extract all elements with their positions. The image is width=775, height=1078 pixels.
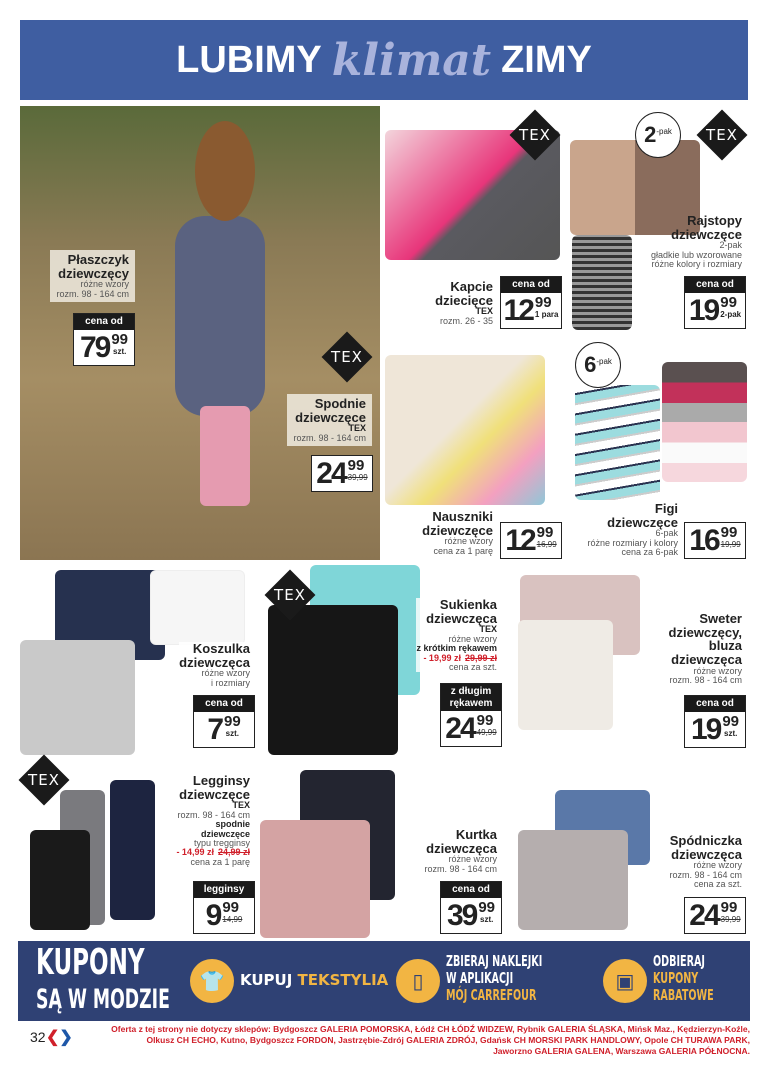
product-detail: gładkie lub wzorowane xyxy=(650,249,742,260)
child-head-image xyxy=(195,121,255,221)
product-name: Legginsy xyxy=(192,773,250,788)
pink-jacket-image xyxy=(260,820,370,938)
price-cents: 99 xyxy=(722,712,740,730)
product-detail: różne wzory xyxy=(80,279,129,290)
grey-shirt-image xyxy=(20,640,135,755)
product-name: Koszulka xyxy=(192,641,250,656)
product-dress-desc xyxy=(416,598,497,672)
price-header: cena od xyxy=(441,882,501,898)
price-header: cena od xyxy=(74,314,134,330)
page-number: 32 xyxy=(30,1029,46,1045)
product-brand: TEX xyxy=(348,423,366,434)
price-unit: szt. xyxy=(480,914,494,924)
variant-price: - 14,99 zł xyxy=(176,847,214,858)
old-price: 39,99 xyxy=(347,473,368,482)
cream-sweatshirt-image xyxy=(518,620,613,730)
header-word-2: ZIMY xyxy=(501,38,592,81)
carrefour-logo-icon: ❮❯ xyxy=(46,1029,73,1046)
price-header: cena od xyxy=(194,696,254,712)
product-detail: cena za szt. xyxy=(693,879,742,890)
product-tights-desc xyxy=(651,214,742,270)
white-shirt-image xyxy=(150,570,245,645)
price-unit: szt. xyxy=(113,346,127,356)
phone-icon: ▯ xyxy=(396,959,440,1003)
product-name: Sweter xyxy=(699,611,742,626)
header-word-1: LUBIMY xyxy=(176,38,322,81)
price-integer: 39 xyxy=(446,898,477,932)
price-tag-sweater xyxy=(684,695,746,748)
product-name: dziewczęcy xyxy=(58,265,129,281)
product-slippers-desc xyxy=(435,280,493,326)
product-name: dziewczęcy, xyxy=(668,624,742,640)
briefs-stack-image xyxy=(662,362,747,482)
product-leggings-desc xyxy=(176,774,250,867)
coat-image xyxy=(175,216,265,416)
price-tag-skirt xyxy=(684,897,746,934)
price-unit: szt. xyxy=(724,728,738,738)
product-name: dziewczęce xyxy=(671,226,742,242)
price-cents: 99 xyxy=(222,898,240,916)
price-tag-earmuffs xyxy=(500,522,562,559)
pink-pants-image xyxy=(200,406,250,506)
product-detail: rozm. 98 - 164 cm xyxy=(669,675,742,685)
store-exclusion-note: Oferta z tej strony nie dotyczy sklepów: Bydgoszcz GALERIA POMORSKA, Łódź CH ŁÓDŹ WIDZEW, Rybnik GALERIA ŚLĄSKA, Mińsk Maz., Kędzierzyn-Koźle, Olkusz CH ECHO, Kutno, Bydgoszcz FORDON, Jastrzębie-Zdrój GALERIA ZDRÓJ, Gdańsk CH MORSKI PARK HANDLOWY, Opole CH TURAWA PARK, Jaworzno GALERIA GALENA, Warszawa GALERIA PÓŁNOCNA. xyxy=(111,1024,750,1056)
product-name: Spódniczka xyxy=(669,833,742,848)
product-detail: cena za 1 parę xyxy=(190,856,250,867)
tex-badge: TEX xyxy=(697,110,748,161)
price-cents: 99 xyxy=(536,524,554,541)
product-brand: TEX xyxy=(232,800,250,811)
price-cents: 99 xyxy=(720,293,737,311)
product-name: Rajstopy xyxy=(687,213,742,228)
tulle-skirt-image xyxy=(518,830,628,930)
briefs-image xyxy=(575,385,660,500)
tex-badge: TEX xyxy=(265,570,316,621)
product-detail: 6-pak xyxy=(655,528,678,539)
earmuffs-image xyxy=(385,355,545,505)
price-tag-leggings xyxy=(193,881,255,934)
old-price: 14,99 xyxy=(222,914,243,924)
product-name: dziewczęce xyxy=(422,522,493,538)
old-price: 19,99 xyxy=(720,540,741,549)
product-detail: różne rozmiary i kolory xyxy=(587,537,678,548)
product-detail: rozm. 98 - 164 cm xyxy=(424,863,497,874)
price-tag-briefs xyxy=(684,522,746,559)
price-cents: 99 xyxy=(478,898,496,916)
product-detail: 2-pak xyxy=(719,240,742,251)
tshirt-icon: 👕 xyxy=(190,959,234,1003)
price-tag-dress xyxy=(440,683,502,747)
product-detail: cena za 6-pak xyxy=(621,547,678,558)
variant-old-price: 24,99 zł xyxy=(217,847,250,858)
banner-title: KUPONY xyxy=(36,942,145,983)
price-integer: 9 xyxy=(205,898,221,932)
product-name: dziewczęca xyxy=(426,840,497,856)
product-detail: różne wzory xyxy=(693,665,742,676)
price-cents: 99 xyxy=(111,330,129,348)
tex-badge: TEX xyxy=(19,755,70,806)
price-cents: 99 xyxy=(534,293,552,311)
product-detail: rozm. 98 - 164 cm xyxy=(293,432,366,443)
product-detail: rozm. 98 - 164 cm xyxy=(669,869,742,880)
price-header: cena od xyxy=(501,277,561,293)
banner-step-3-highlight: RABATOWE xyxy=(653,986,714,1004)
product-name: Kurtka xyxy=(455,827,497,842)
price-tag-slippers xyxy=(500,276,562,329)
old-price: 16,99 xyxy=(536,540,557,549)
variant-old-price: 29,99 zł xyxy=(464,652,497,663)
product-detail: rozm. 98 - 164 cm xyxy=(177,809,250,820)
product-jacket-desc xyxy=(424,828,497,874)
product-detail: i rozmiary xyxy=(210,677,250,688)
price-integer: 12 xyxy=(505,524,535,557)
product-brand: TEX xyxy=(479,624,497,635)
product-name: dziewczęce xyxy=(295,409,366,425)
two-pack-badge: 2 -pak xyxy=(635,112,681,158)
price-integer: 24 xyxy=(316,457,346,490)
banner-step-1: KUPUJ xyxy=(240,971,293,989)
product-briefs-desc xyxy=(587,502,678,558)
navy-leggings-image xyxy=(110,780,155,920)
product-name: Spodnie xyxy=(314,396,366,411)
product-subname: spodnie xyxy=(215,819,250,830)
banner-subtitle: SĄ W MODZIE xyxy=(36,984,170,1015)
old-price: 49,99 xyxy=(476,728,497,737)
product-detail: różne wzory xyxy=(201,668,250,679)
coupons-banner xyxy=(18,941,750,1021)
price-tag-tshirt xyxy=(193,695,255,748)
product-name: Kapcie xyxy=(450,279,493,294)
price-integer: 24 xyxy=(689,899,719,932)
product-name: dziewczęca xyxy=(671,651,742,667)
price-cents: 99 xyxy=(720,899,738,916)
product-detail: różne wzory xyxy=(693,860,742,871)
product-detail: typu tregginsy xyxy=(193,838,250,849)
product-detail: różne wzory xyxy=(448,633,497,644)
price-unit: 1 para xyxy=(534,309,559,319)
banner-step-2: ZBIERAJ NAKLEJKI xyxy=(446,952,543,970)
six-pack-badge: 6 -pak xyxy=(575,342,621,388)
product-detail: różne wzory xyxy=(444,536,493,547)
banner-step-2: W APLIKACJI xyxy=(446,969,514,987)
price-cents: 99 xyxy=(224,712,241,730)
product-name: dziewczęce xyxy=(607,514,678,530)
price-integer: 19 xyxy=(688,293,719,327)
old-price: 39,99 xyxy=(720,915,741,924)
page-header xyxy=(20,20,748,100)
banner-step-1-highlight: TEKSTYLIA xyxy=(297,971,389,989)
price-header: legginsy xyxy=(194,882,254,898)
product-sweater-desc xyxy=(669,612,742,685)
price-header: cena od xyxy=(685,696,745,712)
price-unit: 2-pak xyxy=(720,309,742,319)
price-cents: 99 xyxy=(347,457,365,474)
product-variant: z krótkim rękawem xyxy=(416,643,497,654)
product-name: dziewczęca xyxy=(671,846,742,862)
tex-badge: TEX xyxy=(322,332,373,383)
price-integer: 19 xyxy=(690,712,721,746)
product-earmuffs-desc xyxy=(422,510,493,556)
price-cents: 99 xyxy=(476,712,494,729)
product-coat-desc xyxy=(50,250,135,302)
product-name: Figi xyxy=(654,501,678,516)
tights-pack-image xyxy=(572,235,632,330)
product-pants-desc xyxy=(287,394,372,446)
price-integer: 24 xyxy=(445,712,475,745)
header-script-word: klimat xyxy=(331,34,492,86)
product-name: Płaszczyk xyxy=(67,252,129,267)
banner-step-3-highlight: KUPONY xyxy=(653,969,699,987)
price-unit: szt. xyxy=(225,728,240,738)
product-detail: rozm. 26 - 35 xyxy=(439,315,493,326)
product-name: dziecięce xyxy=(435,292,493,308)
wallet-icon: ▣ xyxy=(603,959,647,1003)
product-name: dziewczęca xyxy=(179,654,250,670)
product-name: Nauszniki xyxy=(432,509,493,524)
price-tag-tights xyxy=(684,276,746,329)
price-tag-jacket xyxy=(440,881,502,934)
variant-price: - 19,99 zł xyxy=(423,652,461,663)
product-detail: różne kolory i rozmiary xyxy=(651,259,742,270)
product-name: Sukienka xyxy=(439,597,497,612)
product-detail: rozm. 98 - 164 cm xyxy=(56,288,129,299)
product-skirt-desc xyxy=(669,834,742,890)
black-dress-image xyxy=(268,605,398,755)
banner-step-2-highlight: MÓJ CARREFOUR xyxy=(446,986,537,1004)
product-name: bluza xyxy=(708,638,742,654)
product-detail: cena za 1 parę xyxy=(433,545,493,556)
product-brand: TEX xyxy=(475,306,493,317)
price-tag-pants xyxy=(311,455,373,492)
product-subname: dziewczęce xyxy=(200,828,250,839)
patterned-leggings-image xyxy=(30,830,90,930)
tex-badge: TEX xyxy=(510,110,561,161)
product-tshirt-desc xyxy=(179,642,250,688)
price-tag-coat xyxy=(73,313,135,366)
price-integer: 7 xyxy=(207,712,222,746)
product-detail: różne wzory xyxy=(448,854,497,865)
product-name: dziewczęce xyxy=(179,786,250,802)
product-name: dziewczęca xyxy=(426,610,497,626)
banner-step-3: ODBIERAJ xyxy=(653,952,705,970)
price-header: z długim rękawem xyxy=(441,684,501,711)
price-integer: 12 xyxy=(503,293,533,327)
price-header: cena od xyxy=(685,277,745,293)
price-integer: 16 xyxy=(689,524,719,557)
price-integer: 79 xyxy=(79,330,110,364)
product-detail: cena za szt. xyxy=(448,662,497,673)
price-cents: 99 xyxy=(720,524,738,541)
